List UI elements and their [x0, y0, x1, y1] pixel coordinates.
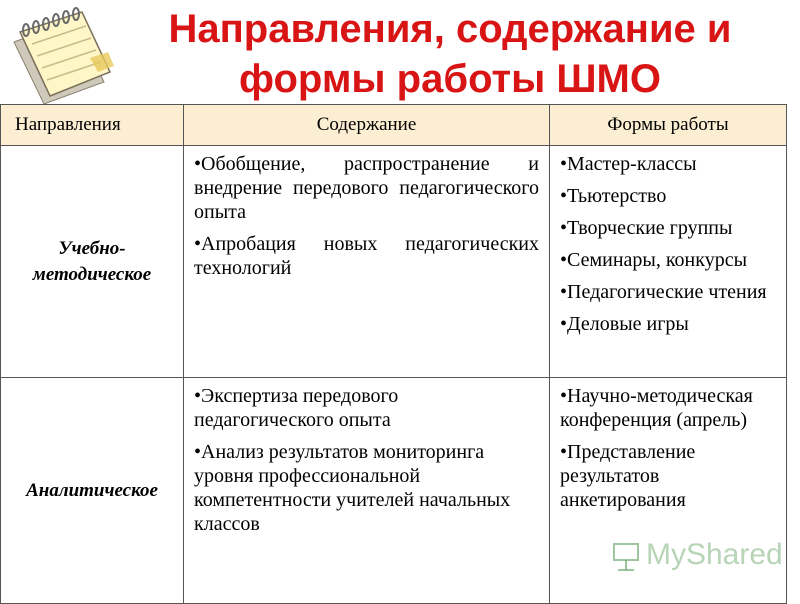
title-line-2: формы работы ШМО — [239, 57, 661, 101]
direction-cell — [1, 146, 184, 378]
forms-cell — [550, 146, 787, 378]
direction-label: Учебно- — [58, 237, 126, 259]
direction-label: методическое — [32, 263, 152, 285]
shmo-table — [0, 104, 787, 604]
direction-label: Аналитическое — [26, 479, 158, 501]
list-item: • Обобщение, распространение и внедрение передового педагогического опыта — [194, 152, 539, 224]
content-cell — [184, 378, 550, 604]
list-item: • Семинары, конкурсы — [560, 248, 776, 272]
title-line-1: Направления, содержание и — [168, 7, 732, 51]
list-item: • Творческие группы — [560, 216, 776, 240]
presentation-icon — [612, 542, 640, 572]
page-title — [110, 4, 790, 104]
notepad-icon — [4, 2, 122, 106]
table-header-row — [1, 105, 787, 146]
list-item: • Деловые игры — [560, 312, 776, 336]
brand-watermark — [612, 536, 782, 576]
column-header: Формы работы — [550, 105, 787, 146]
list-item: • Педагогические чтения — [560, 280, 776, 304]
column-header: Направления — [1, 105, 184, 146]
direction-cell — [1, 378, 184, 604]
content-cell — [184, 146, 550, 378]
column-header: Содержание — [184, 105, 550, 146]
watermark-text: MyShared — [646, 538, 783, 571]
list-item: • Апробация новых педагогических технологий — [194, 232, 539, 280]
list-item: • Научно-методическая конференция (апрель) — [560, 384, 776, 432]
list-item: • Тьютерство — [560, 184, 776, 208]
list-item: • Мастер-классы — [560, 152, 776, 176]
table-row — [1, 146, 787, 378]
list-item: • Представление результатов анкетирования — [560, 440, 776, 512]
list-item: • Анализ результатов мониторинга уровня профессиональной компетентности учителей начальных классов — [194, 440, 539, 536]
list-item: • Экспертиза передового педагогического опыта — [194, 384, 539, 432]
